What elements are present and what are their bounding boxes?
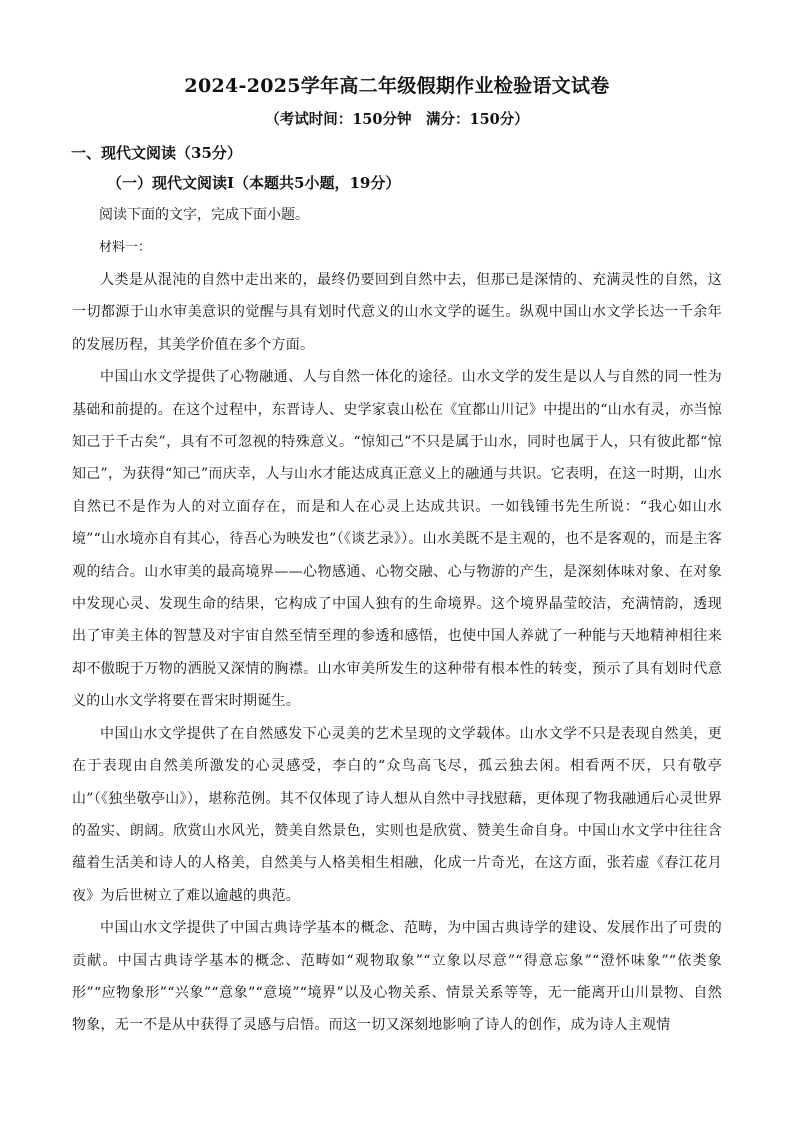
paragraph-4: 中国山水文学提供了中国古典诗学基本的概念、范畴，为中国古典诗学的建设、发展作出了可贵的贡献。中国古典诗学基本的概念、范畴如“观物取象”“立象以尽意”“得意忘象”“澄怀味象”“依类象形”“应物象形”“兴象”“意象”“意境”“境界”以及心物关系、情景关系等等，无一能离开山川景物、自然物象，无一不是从中获得了灵感与启悟。而这一切又深刻地影响了诗人的创作，成为诗人主观情 (72, 920, 722, 1034)
paragraph-3: 中国山水文学提供了在自然感发下心灵美的艺术呈现的文学载体。山水文学不只是表现自然美，更在于表现由自然美所激发的心灵感受，李白的“众鸟高飞尽，孤云独去闲。相看两不厌，只有敬亭山”（《独坐敬亭山》），堪称范例。其不仅体现了诗人想从自然中寻找慰藉，更体现了物我融通后心灵世界的盈实、朗阔。欣赏山水风光，赞美自然景色，实则也是欣赏、赞美生命自身。中国山水文学中往往含蕴着生活美和诗人的人格美，自然美与人格美相生相融，化成一片奇光，在这方面，张若虚《春江花月夜》为后世树立了难以逾越的典范。 (72, 725, 722, 904)
paragraph-2: 中国山水文学提供了心物融通、人与自然一体化的途径。山水文学的发生是以人与自然的同一性为基础和前提的。在这个过程中，东晋诗人、史学家袁山松在《宜都山川记》中提出的“山水有灵，亦当惊知己于千古矣”，具有不可忽视的特殊意义。“惊知己”不只是属于山水，同时也属于人，只有彼此都“惊知己”，为获得“知己”而庆幸，人与山水才能达成真正意义上的融通与共识。它表明，在这一时期，山水自然已不是作为人的对立面存在，而是和人在心灵上达成共识。一如钱锺书先生所说：“我心如山水境”“山水境亦自有其心，待吾心为映发也”（《谈艺录》）。山水美既不是主观的，也不是客观的，而是主客观的结合。山水审美的最高境界——心物感通、心物交融、心与物游的产生，是深刻体味对象、在对象中发现心灵、发现生命的结果，它构成了中国人独有的生命境界。这个境界晶莹皎洁，充满情韵，透现出了审美主体的智慧及对宇宙自然至情至理的参透和感悟，也使中国人养就了一种能与天地精神相往来却不傲睨于万物的洒脱又深情的胸襟。山水审美所发生的这种带有根本性的转变，预示了具有划时代意义的山水文学将要在晋宋时期诞生。 (72, 369, 722, 710)
exam-title: 2024-2025学年高二年级假期作业检验语文试卷 (184, 75, 610, 97)
exam-subtitle: （考试时间：150分钟 满分：150分） (265, 111, 529, 128)
reading-instruction: 阅读下面的文字，完成下面小题。 (99, 207, 309, 223)
section-heading: 一、现代文阅读（35分） (71, 144, 242, 162)
material-label: 材料一： (99, 240, 152, 255)
article-body (72, 264, 722, 1042)
subsection-heading: （一）现代文阅读Ⅰ（本题共5小题，19分） (107, 174, 401, 192)
paragraph-1: 人类是从混沌的自然中走出来的，最终仍要回到自然中去，但那已是深情的、充满灵性的自然，这一切都源于山水审美意识的觉醒与具有划时代意义的山水文学的诞生。纵观中国山水文学长达一千余年的发展历程，其美学价值在多个方面。 (72, 272, 722, 353)
